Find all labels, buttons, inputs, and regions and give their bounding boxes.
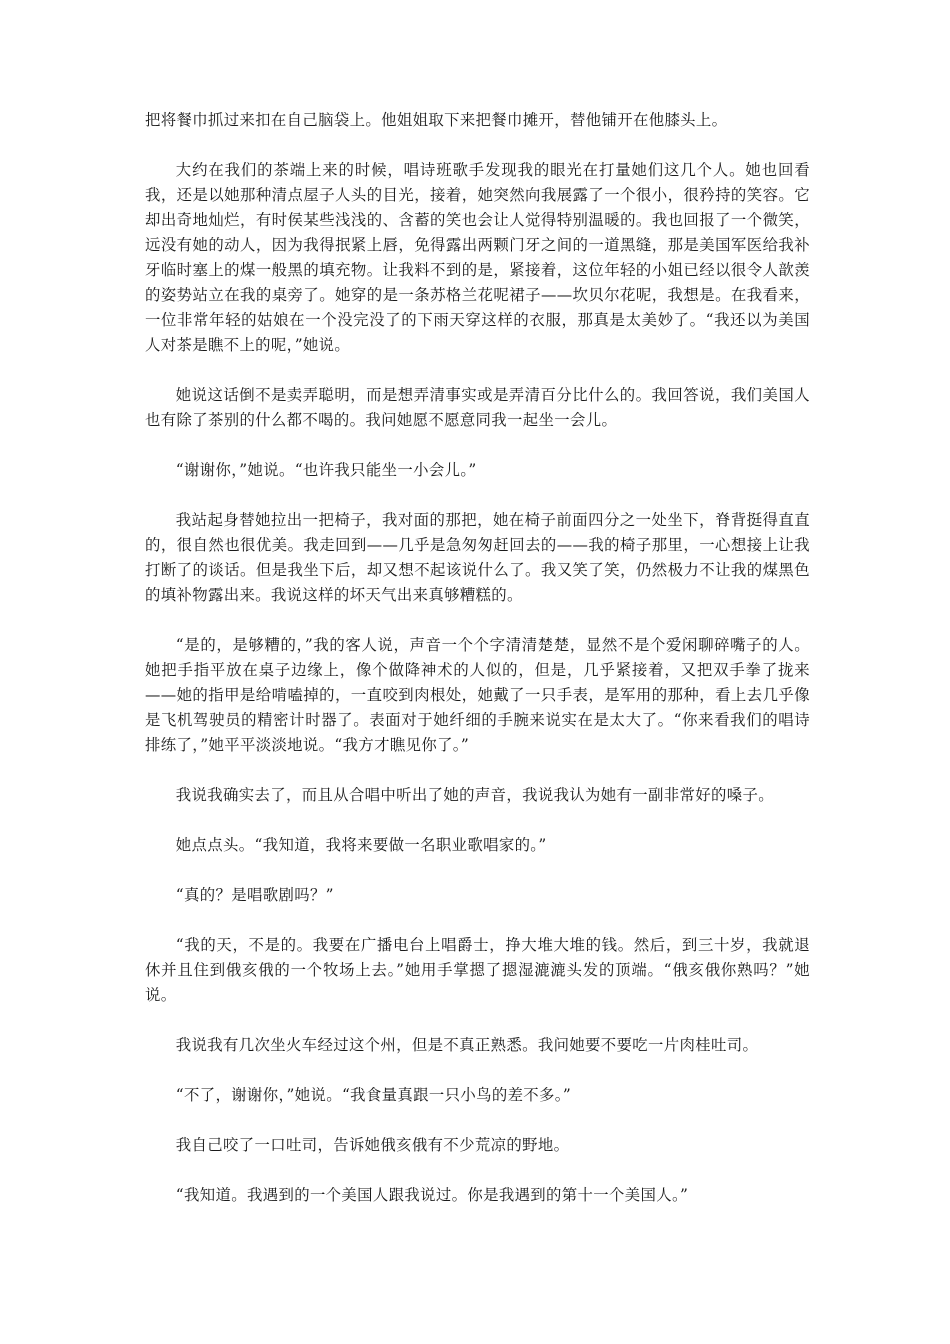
paragraph: “不了，谢谢你，”她说。“我食量真跟一只小鸟的差不多。” xyxy=(175,1086,572,1104)
paragraph: “我的天，不是的。我要在广播电台上唱爵士，挣大堆大堆的钱。然后，到三十岁，我就退休并且住到俄亥俄的一个牧场上去。”她用手掌摁了摁湿漉漉头发的顶端。“俄亥俄你熟吗？”她说。 xyxy=(145,936,810,1004)
paragraph: “我知道。我遇到的一个美国人跟我说过。你是我遇到的第十一个美国人。” xyxy=(175,1186,689,1204)
paragraph: 她说这话倒不是卖弄聪明，而是想弄清事实或是弄清百分比什么的。我回答说，我们美国人也有除了茶别的什么都不喝的。我问她愿不愿意同我一起坐一会儿。 xyxy=(145,386,810,429)
paragraph: 她点点头。“我知道，我将来要做一名职业歌唱家的。” xyxy=(175,836,547,854)
document-page xyxy=(145,108,810,1233)
paragraph: 大约在我们的茶端上来的时候，唱诗班歌手发现我的眼光在打量她们这几个人。她也回看我，还是以她那种清点屋子人头的目光，接着，她突然向我展露了一个很小，很矜持的笑容。它却出奇地灿烂，有时侯某些浅浅的、含蓄的笑也会让人觉得特别温暖的。我也回报了一个微笑，远没有她的动人，因为我得抿紧上唇，免得露出两颗门牙之间的一道黑缝，那是美国军医给我补牙临时塞上的煤一般黑的填充物。让我料不到的是，紧接着，这位年轻的小姐已经以很令人歆羡的姿势站立在我的桌旁了。她穿的是一条苏格兰花呢裙子——坎贝尔花呢，我想是。在我看来，一位非常年轻的姑娘在一个没完没了的下雨天穿这样的衣服，那真是太美妙了。“我还以为美国人对茶是瞧不上的呢，”她说。 xyxy=(145,161,810,354)
paragraph: 我自己咬了一口吐司，告诉她俄亥俄有不少荒凉的野地。 xyxy=(175,1136,570,1154)
paragraph: “真的？是唱歌剧吗？” xyxy=(175,886,334,904)
paragraph: “谢谢你，”她说。“也许我只能坐一小会儿。” xyxy=(175,461,477,479)
paragraph: 我说我有几次坐火车经过这个州，但是不真正熟悉。我问她要不要吃一片肉桂吐司。 xyxy=(175,1036,759,1054)
paragraph: “是的，是够糟的，”我的客人说，声音一个个字清清楚楚，显然不是个爱闲聊碎嘴子的人。她把手指平放在桌子边缘上，像个做降神术的人似的，但是，几乎紧接着，又把双手拳了拢来——她的指甲是给啃嗑掉的，一直咬到肉根处，她戴了一只手表，是军用的那种，看上去几乎像是飞机驾驶员的精密计时器了。表面对于她纤细的手腕来说实在是太大了。“你来看我们的唱诗排练了，”她平平淡淡地说。“我方才瞧见你了。” xyxy=(145,636,810,754)
paragraph: 把将餐巾抓过来扣在自己脑袋上。他姐姐取下来把餐巾摊开，替他铺开在他膝头上。 xyxy=(145,111,728,129)
paragraph: 我站起身替她拉出一把椅子，我对面的那把，她在椅子前面四分之一处坐下，脊背挺得直直的，很自然也很优美。我走回到——几乎是急匆匆赶回去的——我的椅子那里，一心想接上让我打断了的谈话。但是我坐下后，却又想不起该说什么了。我又笑了笑，仍然极力不让我的煤黑色的填补物露出来。我说这样的坏天气出来真够糟糕的。 xyxy=(145,511,810,604)
paragraph: 我说我确实去了，而且从合唱中听出了她的声音，我说我认为她有一副非常好的嗓子。 xyxy=(175,786,774,804)
